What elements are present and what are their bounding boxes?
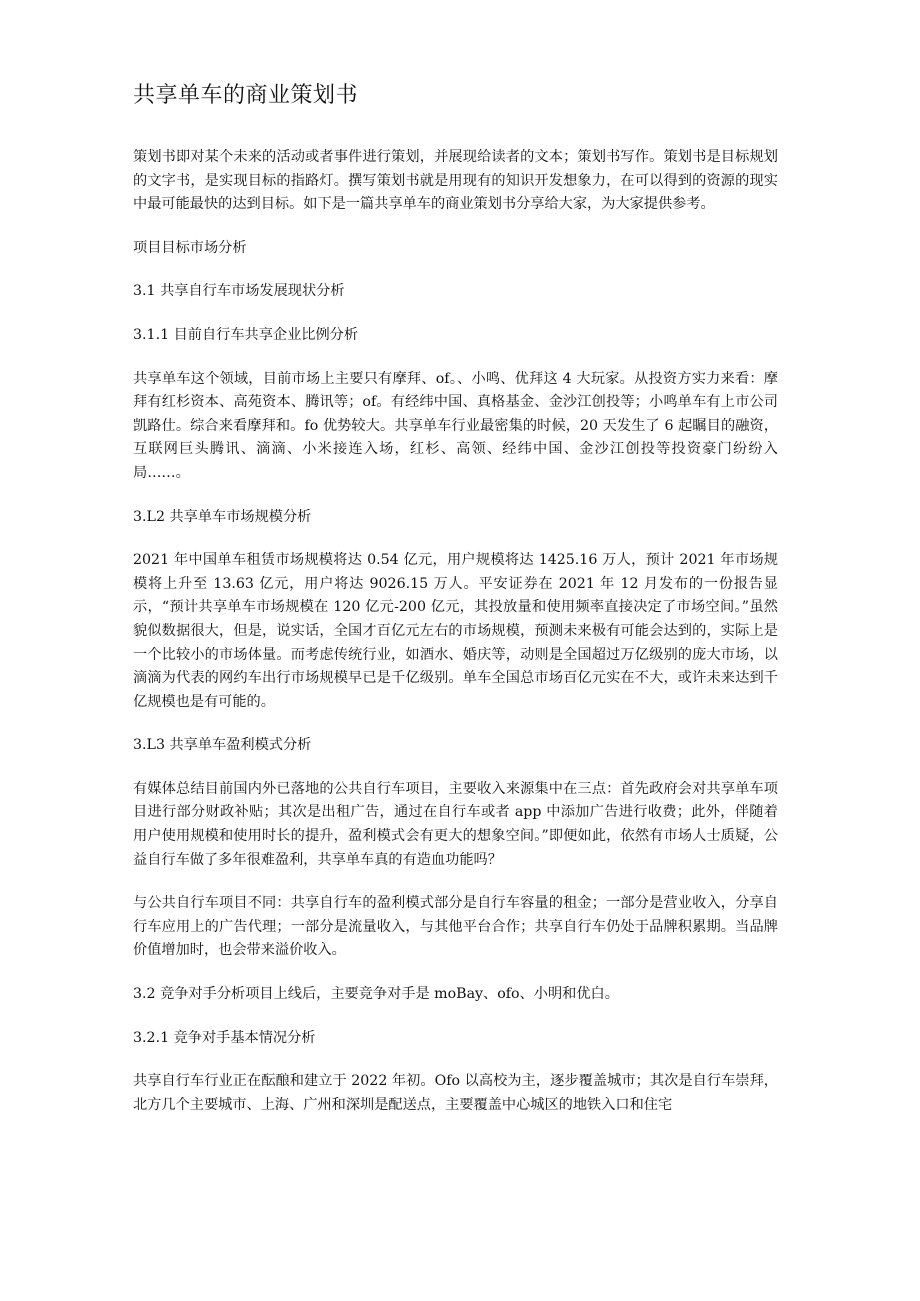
heading-3-l2: 3.L2 共享单车市场规模分析 xyxy=(133,508,312,525)
paragraph-3-1-1: 共享单车这个领域，目前市场上主要只有摩拜、of。、小鸣、优拜这 4 大玩家。从投资方实力来看：摩拜有红杉资本、高苑资本、腾讯等；of。有经纬中国、真格基金、金沙江创投等；小鸣单车有上市公司凯路仕。综合来看摩拜和。fo 优势较大。共享单车行业最密集的时候，20 天发生了 6 起瞩目的融资，互联网巨头腾讯、滴滴、小米接连入场，红杉、高领、经纬中国、金沙江创投等投资豪门纷纷入局……。 xyxy=(133,370,778,481)
paragraph-3-l3-a: 有媒体总结目前国内外已落地的公共自行车项目，主要收入来源集中在三点：首先政府会对共享单车项目进行部分财政补贴；其次是出租广告，通过在自行车或者 app 中添加广告进行收费；此外，伴随着用户使用规模和使用时长的提升，盈利模式会有更大的想象空间。”即便如此，依然有市场人士质疑，公益自行车做了多年很难盈利，共享单车真的有造血功能吗？ xyxy=(133,780,778,868)
document-body xyxy=(133,146,778,1137)
paragraph-3-2-1: 共享自行车行业正在酝酿和建立于 2022 年初。Ofo 以高校为主，逐步覆盖城市；其次是自行车崇拜，北方几个主要城市、上海、广州和深圳是配送点，主要覆盖中心城区的地铁入口和住宅 xyxy=(133,1073,778,1113)
heading-3-1-1: 3.1.1 目前自行车共享企业比例分析 xyxy=(133,326,359,343)
paragraph-3-l3-b: 与公共自行车项目不同：共享自行车的盈利模式部分是自行车容量的租金；一部分是营业收入，分享自行车应用上的广告代理；一部分是流量收入，与其他平台合作；共享自行车仍处于品牌积累期。当品牌价值增加时，也会带来溢价收入。 xyxy=(133,895,778,959)
document-title: 共享单车的商业策划书 xyxy=(133,83,359,108)
heading-3-1: 3.1 共享自行车市场发展现状分析 xyxy=(133,283,345,300)
section-heading: 项目目标市场分析 xyxy=(133,239,247,256)
intro-paragraph: 策划书即对某个未来的活动或者事件进行策划，并展现给读者的文本；策划书写作。策划书是目标规划的文字书，是实现目标的指路灯。撰写策划书就是用现有的知识开发想象力，在可以得到的资源的现实中最可能最快的达到目标。如下是一篇共享单车的商业策划书分享给大家，为大家提供参考。 xyxy=(133,149,778,213)
heading-3-2-1: 3.2.1 竞争对手基本情况分析 xyxy=(133,1029,316,1046)
heading-3-2: 3.2 竞争对手分析项目上线后，主要竞争对手是 moBay、ofo、小明和优白。 xyxy=(133,986,619,1003)
paragraph-3-l2: 2021 年中国单车租赁市场规模将达 0.54 亿元，用户规模将达 1425.16 万人，预计 2021 年市场规模将上升至 13.63 亿元，用户将达 9026.15 万人。平安证券在 2021 年 12 月发布的一份报告显示，“预计共享单车市场规模在 120 亿元-200 亿元，其投放量和使用频率直接决定了市场空间。”虽然貌似数据很大，但是，说实话，全国才百亿元左右的市场规模，预测未来极有可能会达到的，实际上是一个比较小的市场体量。而考虑传统行业，如酒水、婚庆等，动则是全国超过万亿级别的庞大市场，以滴滴为代表的网约车出行市场规模早已是千亿级别。单车全国总市场百亿元实在不大，或许未来达到千亿规模也是有可能的。 xyxy=(133,552,778,710)
heading-3-l3: 3.L3 共享单车盈利模式分析 xyxy=(133,737,312,754)
